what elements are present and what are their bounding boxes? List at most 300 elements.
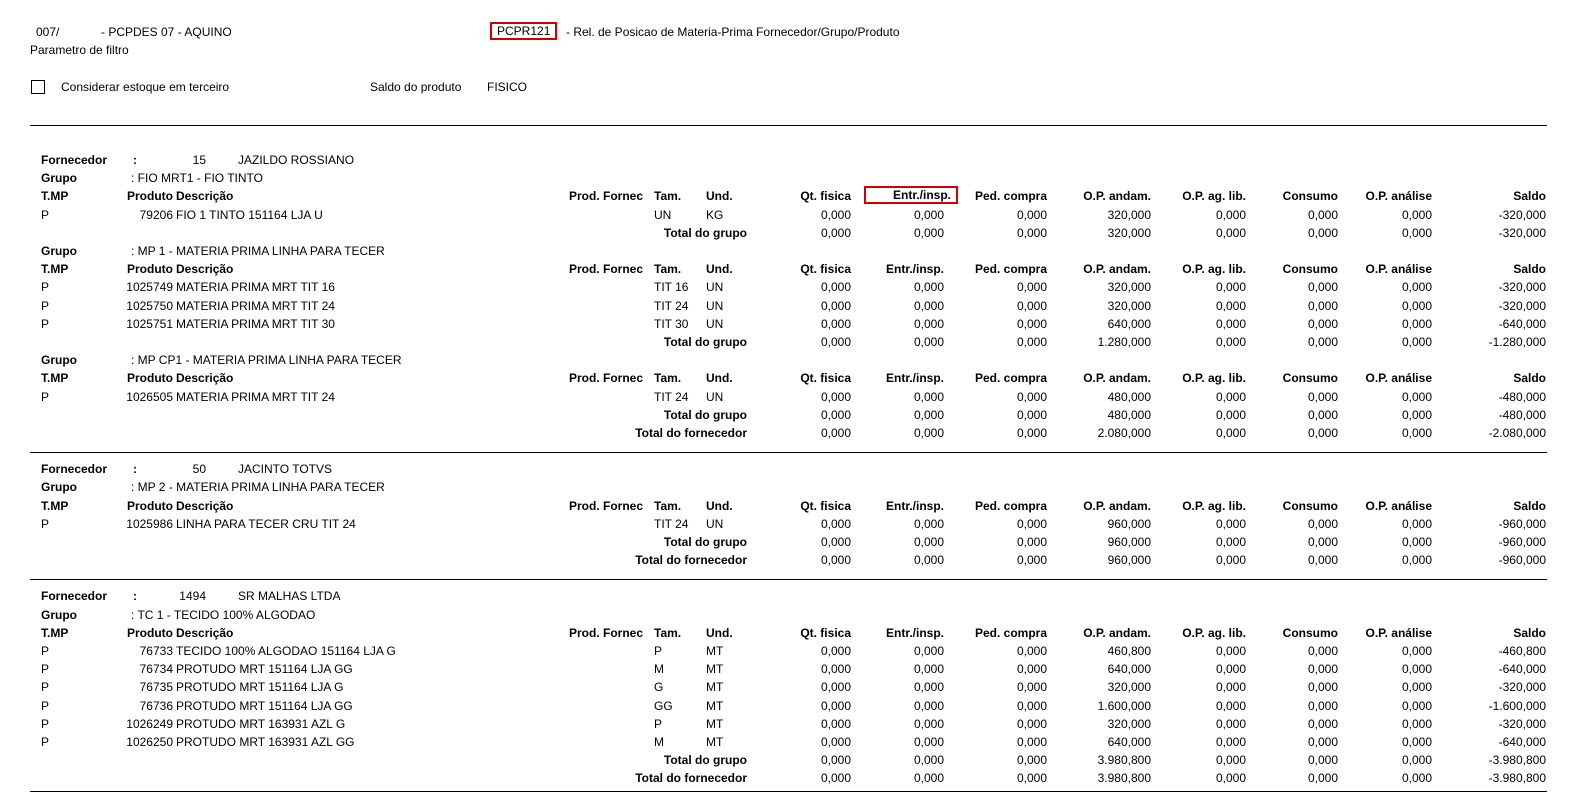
cell-consumo: 0,000 (1307, 207, 1338, 222)
column-header-op-analise: O.P. análise (1365, 498, 1432, 513)
group-total-ped-compra: 0,000 (1016, 535, 1047, 549)
cell-op-analise: 0,000 (1401, 644, 1432, 658)
column-header-op-andam: O.P. andam. (1083, 262, 1151, 277)
cell-op-analise: 0,000 (1401, 207, 1432, 222)
column-header-saldo: Saldo (1513, 625, 1546, 640)
cell-descricao: PROTUDO MRT 163931 AZL GG (176, 735, 355, 749)
cell-saldo: -320,000 (1498, 298, 1546, 313)
column-header-consumo: Consumo (1282, 189, 1338, 204)
cell-op-ag-lib: 0,000 (1215, 735, 1246, 749)
cell-op-ag-lib: 0,000 (1215, 207, 1246, 222)
supplier-label: Fornecedor (41, 153, 108, 167)
cell-und: MT (706, 644, 724, 658)
cell-entr-insp: 0,000 (913, 644, 944, 658)
column-header-op-analise: O.P. análise (1365, 262, 1432, 277)
column-header-prod-fornec: Prod. Fornec (568, 262, 643, 277)
cell-op-andam: 640,000 (1107, 316, 1151, 331)
cell-op-analise: 0,000 (1401, 280, 1432, 295)
column-header-und: Und. (706, 262, 733, 277)
cell-saldo: -320,000 (1498, 680, 1546, 695)
group-total-entr-insp: 0,000 (913, 407, 944, 422)
column-header-descricao: Descrição (176, 262, 234, 277)
cell-op-ag-lib: 0,000 (1215, 316, 1246, 331)
supplier-total-ped-compra: 0,000 (1016, 553, 1047, 568)
cell-op-ag-lib: 0,000 (1215, 298, 1246, 313)
cell-produto: 76735 (139, 680, 173, 695)
supplier-total-label: Total do fornecedor (635, 553, 747, 568)
group-name: : MP 2 - MATERIA PRIMA LINHA PARA TECER (131, 480, 385, 495)
group-total-consumo: 0,000 (1307, 225, 1338, 240)
column-header-op-analise: O.P. análise (1365, 189, 1432, 204)
column-header-tam: Tam. (654, 371, 682, 386)
column-header-produto: Produto (127, 371, 173, 386)
cell-tam: M (654, 735, 664, 749)
group-name: : MP 1 - MATERIA PRIMA LINHA PARA TECER (131, 244, 385, 258)
column-header-saldo: Saldo (1513, 189, 1546, 204)
cell-op-andam: 320,000 (1107, 280, 1151, 295)
report-title: - Rel. de Posicao de Materia-Prima Fornecedor/Grupo/Produto (566, 25, 900, 39)
group-total-op-ag-lib: 0,000 (1215, 225, 1246, 240)
third-party-stock-checkbox[interactable] (31, 80, 45, 94)
group-total-ped-compra: 0,000 (1016, 335, 1047, 349)
column-header-op-ag-lib: O.P. ag. lib. (1182, 625, 1246, 640)
cell-qt-fisica: 0,000 (820, 735, 851, 749)
group-total-op-analise: 0,000 (1401, 535, 1432, 549)
cell-op-andam: 320,000 (1107, 298, 1151, 313)
cell-op-andam: 320,000 (1107, 716, 1151, 731)
column-header-qt-fisica: Qt. fisica (800, 625, 851, 640)
column-header-consumo: Consumo (1282, 498, 1338, 513)
cell-descricao: MATERIA PRIMA MRT TIT 24 (176, 389, 335, 404)
group-total-op-ag-lib: 0,000 (1215, 753, 1246, 768)
supplier-total-saldo: -960,000 (1498, 553, 1546, 568)
cell-produto: 76736 (139, 698, 173, 713)
cell-op-ag-lib: 0,000 (1215, 716, 1246, 731)
column-header-tam: Tam. (654, 625, 682, 640)
group-total-op-ag-lib: 0,000 (1215, 407, 1246, 422)
group-total-qt-fisica: 0,000 (820, 407, 851, 422)
cell-op-andam: 480,000 (1107, 389, 1151, 404)
cell-tam: G (654, 680, 664, 695)
supplier-total-saldo: -3.980,800 (1488, 771, 1546, 786)
column-header-prod-fornec: Prod. Fornec (568, 189, 643, 204)
supplier-code: 1494 (179, 589, 206, 604)
cell-op-ag-lib: 0,000 (1215, 698, 1246, 713)
cell-produto: 76733 (139, 644, 173, 658)
cell-tam: M (654, 662, 664, 677)
group-label: Grupo (41, 244, 77, 258)
cell-consumo: 0,000 (1307, 298, 1338, 313)
group-total-op-analise: 0,000 (1401, 225, 1432, 240)
cell-saldo: -640,000 (1498, 316, 1546, 331)
cell-produto: 1026505 (126, 389, 173, 404)
column-header-tmp: T.MP (41, 498, 69, 513)
group-total-label: Total do grupo (663, 535, 747, 549)
cell-produto: 1026249 (126, 716, 173, 731)
cell-tmp: P (41, 389, 50, 404)
supplier-total-ped-compra: 0,000 (1016, 426, 1047, 440)
cell-saldo: -320,000 (1498, 716, 1546, 731)
supplier-code: 50 (192, 462, 206, 477)
cell-entr-insp: 0,000 (913, 680, 944, 695)
cell-descricao: MATERIA PRIMA MRT TIT 16 (176, 280, 335, 295)
group-name: : MP CP1 - MATERIA PRIMA LINHA PARA TECER (131, 353, 402, 368)
supplier-total-op-andam: 2.080,000 (1097, 426, 1151, 440)
cell-qt-fisica: 0,000 (820, 716, 851, 731)
cell-op-analise: 0,000 (1401, 516, 1432, 531)
cell-tmp: P (41, 735, 50, 749)
supplier-total-op-analise: 0,000 (1401, 553, 1432, 568)
cell-op-ag-lib: 0,000 (1215, 644, 1246, 658)
cell-und: KG (706, 207, 724, 222)
cell-descricao: MATERIA PRIMA MRT TIT 30 (176, 316, 335, 331)
column-header-tmp: T.MP (41, 625, 69, 640)
cell-consumo: 0,000 (1307, 698, 1338, 713)
cell-und: UN (706, 389, 724, 404)
cell-descricao: PROTUDO MRT 151164 LJA GG (176, 698, 353, 713)
column-header-ped-compra: Ped. compra (974, 371, 1047, 386)
cell-tmp: P (41, 298, 50, 313)
cell-op-andam: 1.600,000 (1097, 698, 1151, 713)
cell-op-analise: 0,000 (1401, 316, 1432, 331)
cell-tam: P (654, 644, 663, 658)
column-header-op-andam: O.P. andam. (1083, 371, 1151, 386)
cell-entr-insp: 0,000 (913, 280, 944, 295)
column-header-tam: Tam. (654, 189, 682, 204)
group-total-op-andam: 320,000 (1107, 225, 1151, 240)
cell-saldo: -460,800 (1498, 644, 1546, 658)
cell-descricao: PROTUDO MRT 151164 LJA G (176, 680, 344, 695)
cell-und: MT (706, 662, 724, 677)
cell-op-andam: 460,800 (1107, 644, 1151, 658)
cell-produto: 79206 (139, 207, 173, 222)
divider (30, 125, 1547, 126)
supplier-total-label: Total do fornecedor (635, 426, 747, 440)
supplier-total-consumo: 0,000 (1307, 771, 1338, 786)
group-total-ped-compra: 0,000 (1016, 225, 1047, 240)
cell-tam: TIT 24 (654, 389, 689, 404)
column-header-entr-insp: Entr./insp. (864, 186, 958, 204)
cell-tam: TIT 30 (654, 316, 689, 331)
group-total-label: Total do grupo (663, 753, 747, 768)
group-total-op-analise: 0,000 (1401, 753, 1432, 768)
supplier-code: 15 (192, 153, 206, 167)
supplier-total-qt-fisica: 0,000 (820, 553, 851, 568)
column-header-ped-compra: Ped. compra (974, 262, 1047, 277)
cell-qt-fisica: 0,000 (820, 389, 851, 404)
group-total-saldo: -480,000 (1498, 407, 1546, 422)
supplier-name: SR MALHAS LTDA (238, 589, 341, 604)
cell-und: MT (706, 680, 724, 695)
cell-ped-compra: 0,000 (1016, 207, 1047, 222)
cell-produto: 1025749 (126, 280, 173, 295)
cell-ped-compra: 0,000 (1016, 662, 1047, 677)
column-header-op-analise: O.P. análise (1365, 625, 1432, 640)
column-header-entr-insp: Entr./insp. (885, 262, 944, 277)
group-total-entr-insp: 0,000 (913, 753, 944, 768)
cell-descricao: PROTUDO MRT 163931 AZL G (176, 716, 346, 731)
group-total-qt-fisica: 0,000 (820, 335, 851, 349)
cell-entr-insp: 0,000 (913, 698, 944, 713)
cell-op-ag-lib: 0,000 (1215, 662, 1246, 677)
column-header-und: Und. (706, 625, 733, 640)
cell-und: UN (706, 516, 724, 531)
group-total-entr-insp: 0,000 (913, 335, 944, 349)
column-header-entr-insp: Entr./insp. (885, 625, 944, 640)
divider (30, 791, 1547, 792)
group-total-saldo: -960,000 (1498, 535, 1546, 549)
column-header-consumo: Consumo (1282, 625, 1338, 640)
group-total-label: Total do grupo (663, 335, 747, 349)
column-header-descricao: Descrição (176, 189, 234, 204)
column-header-op-andam: O.P. andam. (1083, 189, 1151, 204)
cell-produto: 1025750 (126, 298, 173, 313)
group-total-qt-fisica: 0,000 (820, 753, 851, 768)
column-header-produto: Produto (127, 262, 173, 277)
column-header-prod-fornec: Prod. Fornec (568, 498, 643, 513)
column-header-saldo: Saldo (1513, 371, 1546, 386)
cell-op-analise: 0,000 (1401, 298, 1432, 313)
cell-descricao: LINHA PARA TECER CRU TIT 24 (176, 516, 356, 531)
column-header-ped-compra: Ped. compra (974, 625, 1047, 640)
cell-ped-compra: 0,000 (1016, 680, 1047, 695)
cell-descricao: FIO 1 TINTO 151164 LJA U (176, 207, 323, 222)
cell-und: MT (706, 716, 724, 731)
column-header-op-analise: O.P. análise (1365, 371, 1432, 386)
cell-qt-fisica: 0,000 (820, 662, 851, 677)
group-name: : FIO MRT1 - FIO TINTO (131, 171, 264, 186)
supplier-total-op-analise: 0,000 (1401, 426, 1432, 440)
cell-consumo: 0,000 (1307, 644, 1338, 658)
cell-qt-fisica: 0,000 (820, 698, 851, 713)
cell-produto: 1025986 (126, 516, 173, 531)
group-total-consumo: 0,000 (1307, 407, 1338, 422)
supplier-total-entr-insp: 0,000 (913, 771, 944, 786)
cell-op-ag-lib: 0,000 (1215, 516, 1246, 531)
report-code: PCPR121 (490, 22, 557, 40)
group-total-op-ag-lib: 0,000 (1215, 335, 1246, 349)
column-header-tmp: T.MP (41, 262, 69, 277)
cell-descricao: MATERIA PRIMA MRT TIT 24 (176, 298, 335, 313)
cell-consumo: 0,000 (1307, 316, 1338, 331)
group-total-consumo: 0,000 (1307, 753, 1338, 768)
cell-op-analise: 0,000 (1401, 662, 1432, 677)
supplier-colon: : (133, 462, 137, 477)
cell-consumo: 0,000 (1307, 735, 1338, 749)
supplier-total-entr-insp: 0,000 (913, 426, 944, 440)
cell-tam: P (654, 716, 663, 731)
supplier-total-consumo: 0,000 (1307, 553, 1338, 568)
column-header-consumo: Consumo (1282, 262, 1338, 277)
cell-consumo: 0,000 (1307, 516, 1338, 531)
column-header-consumo: Consumo (1282, 371, 1338, 386)
cell-descricao: PROTUDO MRT 151164 LJA GG (176, 662, 353, 677)
cell-entr-insp: 0,000 (913, 298, 944, 313)
group-total-ped-compra: 0,000 (1016, 753, 1047, 768)
group-total-entr-insp: 0,000 (913, 535, 944, 549)
column-header-qt-fisica: Qt. fisica (800, 498, 851, 513)
cell-qt-fisica: 0,000 (820, 516, 851, 531)
group-total-qt-fisica: 0,000 (820, 225, 851, 240)
cell-op-analise: 0,000 (1401, 698, 1432, 713)
column-header-descricao: Descrição (176, 371, 234, 386)
column-header-op-ag-lib: O.P. ag. lib. (1182, 262, 1246, 277)
column-header-entr-insp: Entr./insp. (885, 498, 944, 513)
column-header-op-ag-lib: O.P. ag. lib. (1182, 498, 1246, 513)
cell-und: UN (706, 298, 724, 313)
cell-saldo: -1.600,000 (1488, 698, 1546, 713)
cell-und: UN (706, 280, 724, 295)
supplier-divider (30, 579, 1547, 580)
cell-op-ag-lib: 0,000 (1215, 680, 1246, 695)
column-header-saldo: Saldo (1513, 262, 1546, 277)
group-total-op-ag-lib: 0,000 (1215, 535, 1246, 549)
cell-op-andam: 640,000 (1107, 735, 1151, 749)
cell-ped-compra: 0,000 (1016, 298, 1047, 313)
cell-op-analise: 0,000 (1401, 389, 1432, 404)
cell-op-andam: 320,000 (1107, 680, 1151, 695)
cell-descricao: TECIDO 100% ALGODAO 151164 LJA G (176, 644, 396, 658)
supplier-total-consumo: 0,000 (1307, 426, 1338, 440)
group-total-op-andam: 1.280,000 (1097, 335, 1151, 349)
column-header-prod-fornec: Prod. Fornec (568, 625, 643, 640)
column-header-produto: Produto (127, 498, 173, 513)
cell-ped-compra: 0,000 (1016, 389, 1047, 404)
supplier-total-op-analise: 0,000 (1401, 771, 1432, 786)
supplier-total-op-andam: 3.980,800 (1097, 771, 1151, 786)
cell-tam: TIT 24 (654, 516, 689, 531)
group-total-consumo: 0,000 (1307, 335, 1338, 349)
cell-tmp: P (41, 662, 50, 677)
cell-tmp: P (41, 207, 50, 222)
cell-ped-compra: 0,000 (1016, 280, 1047, 295)
column-header-ped-compra: Ped. compra (974, 498, 1047, 513)
column-header-tmp: T.MP (41, 189, 69, 204)
column-header-op-andam: O.P. andam. (1083, 625, 1151, 640)
cell-saldo: -640,000 (1498, 662, 1546, 677)
column-header-tam: Tam. (654, 262, 682, 277)
filter-title: Parametro de filtro (30, 43, 129, 57)
cell-tmp: P (41, 280, 50, 295)
cell-saldo: -480,000 (1498, 389, 1546, 404)
third-party-stock-label: Considerar estoque em terceiro (61, 80, 230, 94)
balance-value: FISICO (487, 80, 528, 94)
column-header-und: Und. (706, 371, 733, 386)
column-header-descricao: Descrição (176, 498, 234, 513)
cell-entr-insp: 0,000 (913, 316, 944, 331)
cell-entr-insp: 0,000 (913, 735, 944, 749)
department-label: - PCPDES 07 - AQUINO (101, 25, 232, 39)
cell-und: UN (706, 316, 724, 331)
cell-und: MT (706, 735, 724, 749)
group-label: Grupo (41, 171, 77, 186)
group-total-qt-fisica: 0,000 (820, 535, 851, 549)
cell-tam: TIT 16 (654, 280, 689, 295)
cell-ped-compra: 0,000 (1016, 716, 1047, 731)
column-header-descricao: Descrição (176, 625, 234, 640)
group-label: Grupo (41, 353, 77, 368)
cell-op-andam: 960,000 (1107, 516, 1151, 531)
supplier-colon: : (133, 153, 137, 167)
cell-ped-compra: 0,000 (1016, 644, 1047, 658)
cell-op-andam: 320,000 (1107, 207, 1151, 222)
column-header-produto: Produto (127, 625, 173, 640)
supplier-total-op-andam: 960,000 (1107, 553, 1151, 568)
cell-ped-compra: 0,000 (1016, 516, 1047, 531)
group-total-saldo: -320,000 (1498, 225, 1546, 240)
cell-op-analise: 0,000 (1401, 735, 1432, 749)
cell-consumo: 0,000 (1307, 662, 1338, 677)
column-header-saldo: Saldo (1513, 498, 1546, 513)
cell-ped-compra: 0,000 (1016, 735, 1047, 749)
cell-saldo: -640,000 (1498, 735, 1546, 749)
column-header-op-ag-lib: O.P. ag. lib. (1182, 371, 1246, 386)
column-header-ped-compra: Ped. compra (974, 189, 1047, 204)
group-label: Grupo (41, 480, 77, 495)
cell-qt-fisica: 0,000 (820, 316, 851, 331)
cell-tmp: P (41, 316, 50, 331)
group-total-op-analise: 0,000 (1401, 335, 1432, 349)
cell-tam: TIT 24 (654, 298, 689, 313)
cell-consumo: 0,000 (1307, 389, 1338, 404)
cell-op-ag-lib: 0,000 (1215, 389, 1246, 404)
column-header-op-andam: O.P. andam. (1083, 498, 1151, 513)
column-header-tmp: T.MP (41, 371, 69, 386)
column-header-und: Und. (706, 498, 733, 513)
cell-qt-fisica: 0,000 (820, 298, 851, 313)
supplier-label: Fornecedor (41, 462, 108, 477)
cell-entr-insp: 0,000 (913, 207, 944, 222)
supplier-total-qt-fisica: 0,000 (820, 771, 851, 786)
cell-produto: 76734 (139, 662, 173, 677)
column-header-und: Und. (706, 189, 733, 204)
group-total-op-andam: 960,000 (1107, 535, 1151, 549)
column-header-op-ag-lib: O.P. ag. lib. (1182, 189, 1246, 204)
cell-saldo: -960,000 (1498, 516, 1546, 531)
supplier-total-op-ag-lib: 0,000 (1215, 426, 1246, 440)
cell-ped-compra: 0,000 (1016, 316, 1047, 331)
supplier-total-ped-compra: 0,000 (1016, 771, 1047, 786)
cell-consumo: 0,000 (1307, 280, 1338, 295)
column-header-tam: Tam. (654, 498, 682, 513)
cell-und: MT (706, 698, 724, 713)
cell-op-analise: 0,000 (1401, 680, 1432, 695)
cell-consumo: 0,000 (1307, 716, 1338, 731)
supplier-name: JAZILDO ROSSIANO (238, 153, 355, 167)
cell-tam: UN (654, 207, 672, 222)
column-header-qt-fisica: Qt. fisica (800, 262, 851, 277)
cell-qt-fisica: 0,000 (820, 207, 851, 222)
cell-tmp: P (41, 698, 50, 713)
cell-saldo: -320,000 (1498, 280, 1546, 295)
cell-tmp: P (41, 716, 50, 731)
supplier-divider (30, 452, 1547, 453)
group-total-op-andam: 3.980,800 (1097, 753, 1151, 768)
cell-entr-insp: 0,000 (913, 662, 944, 677)
group-name: : TC 1 - TECIDO 100% ALGODAO (131, 607, 316, 622)
group-total-label: Total do grupo (663, 407, 747, 422)
supplier-total-entr-insp: 0,000 (913, 553, 944, 568)
supplier-label: Fornecedor (41, 589, 108, 604)
cell-tmp: P (41, 516, 50, 531)
group-total-ped-compra: 0,000 (1016, 407, 1047, 422)
column-header-prod-fornec: Prod. Fornec (568, 371, 643, 386)
cell-consumo: 0,000 (1307, 680, 1338, 695)
supplier-total-saldo: -2.080,000 (1488, 426, 1546, 440)
cell-ped-compra: 0,000 (1016, 698, 1047, 713)
group-total-consumo: 0,000 (1307, 535, 1338, 549)
balance-label: Saldo do produto (370, 80, 462, 94)
